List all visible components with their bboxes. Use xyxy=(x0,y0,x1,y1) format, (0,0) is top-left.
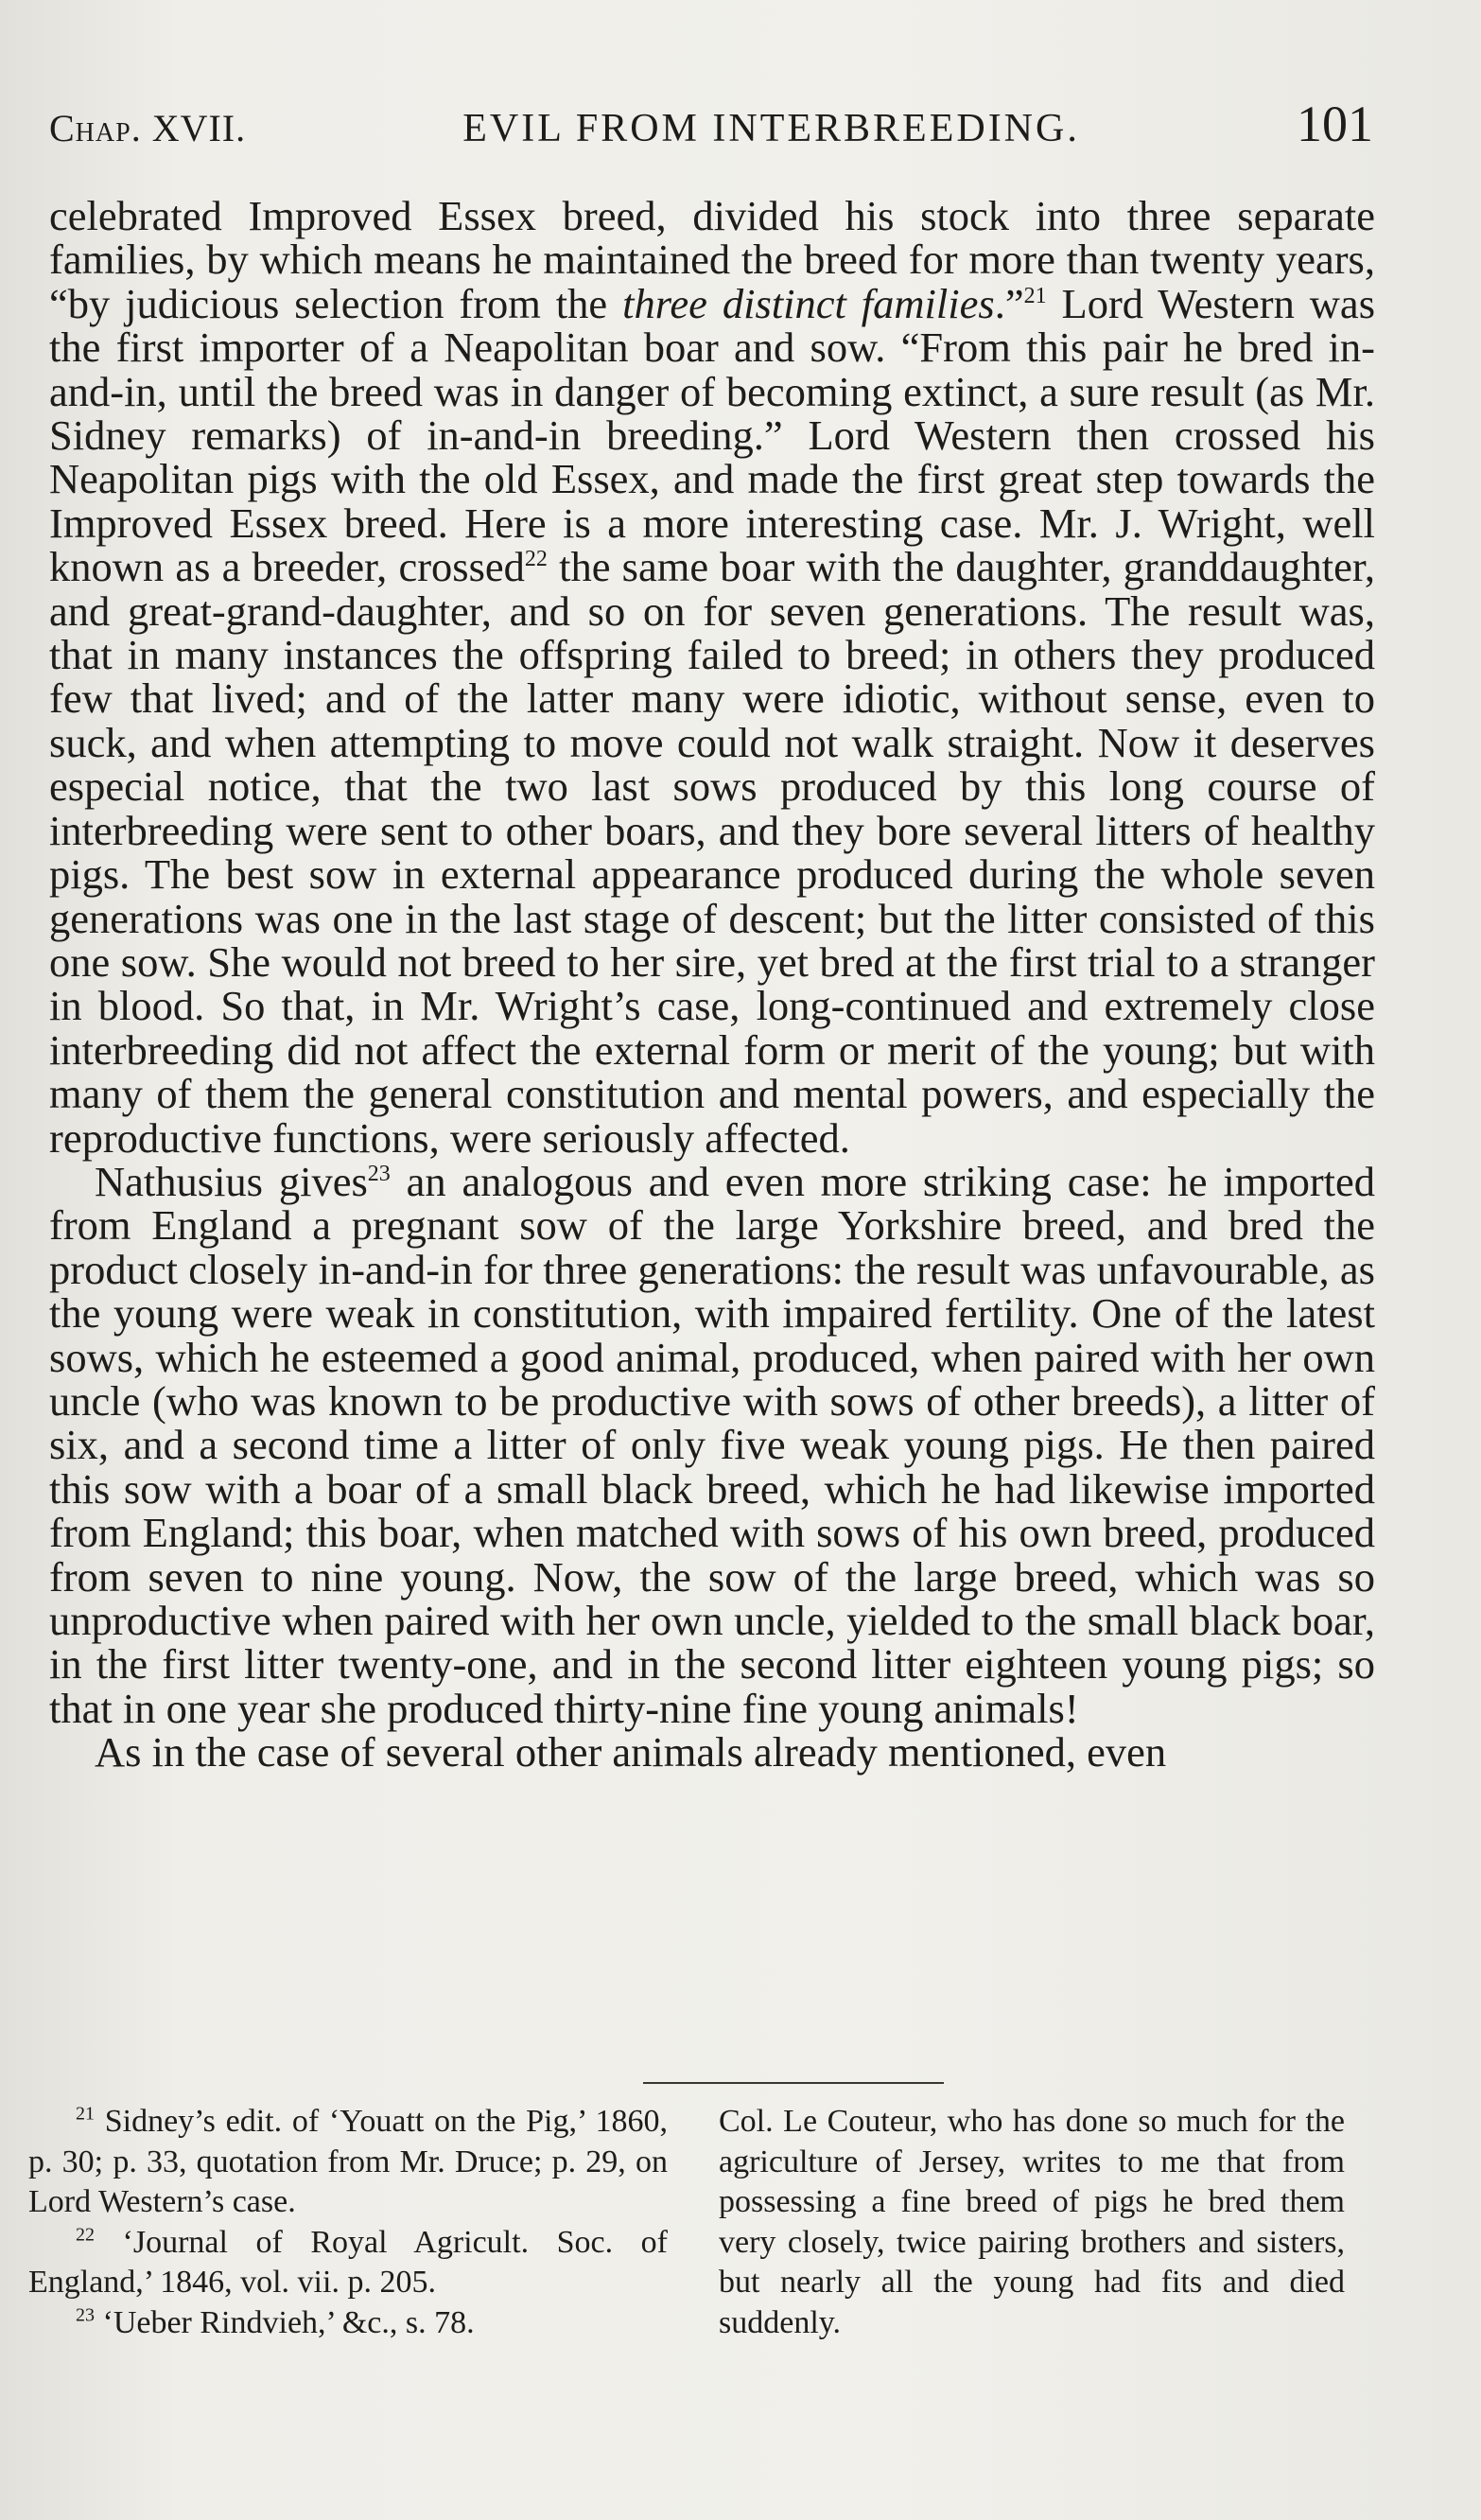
footnote-continuation: Col. Le Couteur, who has done so much for the agriculture of Jersey, writes to me that from possessing a fine breed of pigs he bred them very closely, twice pairing brothers and sisters, but nearly all the young had fits and died suddenly. xyxy=(719,2104,1345,2340)
main-text xyxy=(49,194,1375,1775)
footnotes-right-column xyxy=(719,2102,1345,2343)
footnotes-left-column xyxy=(28,2102,668,2343)
footnote-ref-23: 23 xyxy=(367,1162,391,1187)
footnote-22: $^{22}$ ‘Journal of Royal Agricult. Soc. of England,’ 1846, vol. vii. p. 205. xyxy=(28,2224,668,2300)
page-number: 101 xyxy=(1297,96,1373,152)
paragraph-1: celebrated Improved Essex breed, divided his stock into three separate families, by which means he maintained the breed for more than twenty years, “by judicious selection from the three distinct families.”$^{21}$ Lord Western was the first importer of a Neapolitan boar and sow. “From this pair he bred in-and-in, until the breed was in danger of becoming extinct, a sure result (as Mr. Sidney remarks) of in-and-in breeding.” Lord Western then crossed his Neapolitan pigs with the old Essex, and made the first great step towards the Improved Essex breed. Here is a more interesting case. Mr. J. Wright, well known as a breeder, crossed$^{22}$ the same boar with the daughter, granddaughter, and great-grand-daughter, and so on for seven generations. The result was, that in many instances the offspring failed to breed; in others they produced few that lived; and of the latter many were idiotic, without sense, even to suck, and when attempting to move could not walk straight. Now it deserves especial notice, that the two last sows produced by this long course of interbreeding were sent to other boars, and they bore several litters of healthy pigs. The best sow in external appearance produced during the whole seven generations was one in the last stage of descent; but the litter consisted of this one sow. She would not breed to her sire, yet bred at the first trial to a stranger in blood. So that, in Mr. Wright’s case, long-continued and extremely close interbreeding did not affect the external form or merit of the young; but with many of them the general constitution and mental powers, and especially the reproductive functions, were seriously affected. xyxy=(49,192,1376,1162)
paragraph-2: Nathusius gives$^{23}$ an analogous and even more striking case: he imported from England a pregnant sow of the large Yorkshire breed, and bred the product closely in-and-in for three generations: the result was unfavourable, as the young were weak in constitution, with impaired fertility. One of the latest sows, which he esteemed a good animal, produced, when paired with her own uncle (who was known to be productive with sows of other breeds), a litter of six, and a second time a litter of only five weak young pigs. He then paired this sow with a boar of a small black breed, which he had likewise imported from England; this boar, when matched with sows of his own breed, produced from seven to nine young. Now, the sow of the large breed, which was so unproductive when paired with her own uncle, yielded to the small black boar, in the first litter twenty-one, and in the second litter eighteen young pigs; so that in one year she produced thirty-nine fine young animals! xyxy=(49,1157,1376,1732)
running-header xyxy=(49,95,1373,161)
italic-phrase: three distinct families xyxy=(622,279,995,327)
footnote-rule xyxy=(643,2082,944,2084)
footnote-ref-21: 21 xyxy=(1023,283,1047,308)
footnote-ref-22: 22 xyxy=(524,547,548,572)
paragraph-3: As in the case of several other animals already mentioned, even xyxy=(95,1728,1167,1776)
running-title: EVIL FROM INTERBREEDING. xyxy=(462,107,1080,150)
chapter-label: Chap. XVII. xyxy=(49,107,247,149)
footnote-21: $^{21}$ Sidney’s edit. of ‘Youatt on the Pig,’ 1860, p. 30; p. 33, quotation from Mr. Druce; p. 29, on Lord Western’s case. xyxy=(28,2103,668,2219)
footnote-23: $^{23}$ ‘Ueber Rindvieh,’ &c., s. 78. xyxy=(76,2304,475,2340)
